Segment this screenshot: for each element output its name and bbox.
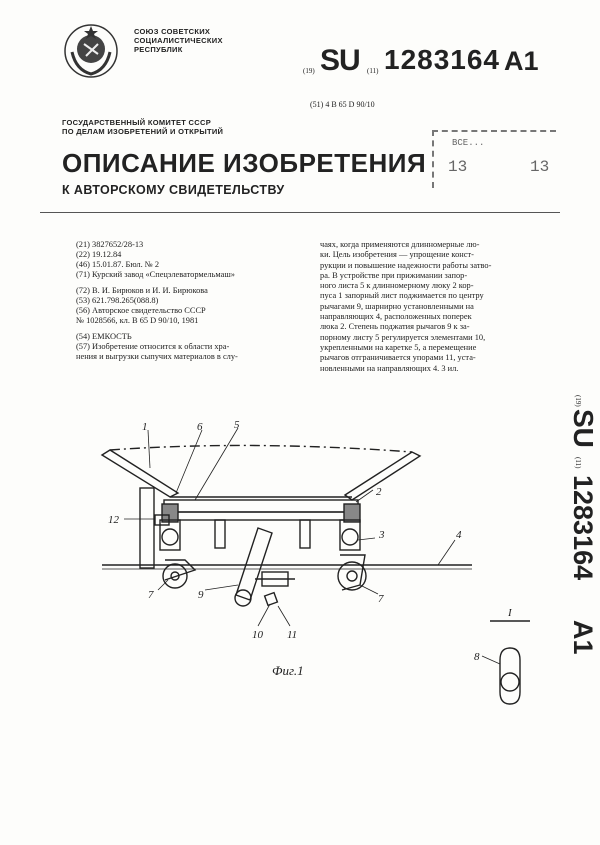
detail-pin — [501, 673, 519, 691]
label-6: 6 — [197, 421, 203, 433]
su-mark: SU — [320, 44, 360, 77]
document-title: ОПИСАНИЕ ИЗОБРЕТЕНИЯ — [62, 148, 427, 178]
hopper-right-wall — [345, 452, 420, 500]
meta-line: (71) Курский завод «Спецэлеватормельмаш» — [76, 270, 235, 279]
kind-code: A1 — [504, 46, 539, 76]
vertical-code-11: (11) — [574, 457, 582, 469]
invention-title: (54) ЕМКОСТЬ — [76, 332, 132, 341]
roller-left — [163, 564, 187, 588]
meta-line: (53) 621.798.265(088.8) — [76, 296, 159, 305]
detail-slot — [500, 648, 520, 704]
header-divider — [40, 212, 560, 214]
label-11: 11 — [287, 629, 298, 641]
vertical-code-19: (19) — [574, 395, 582, 407]
bracket-12 — [155, 515, 169, 525]
lever-9-roller — [235, 590, 251, 606]
lever-7-left — [165, 560, 195, 580]
abstract-text — [320, 240, 545, 374]
code-11: (11) — [367, 67, 379, 75]
org-line: СОЦИАЛИСТИЧЕСКИХ — [134, 36, 223, 45]
abstract-line: рычагами 9, шарнирно установленными на — [320, 301, 474, 311]
adjust-element-10 — [262, 572, 288, 586]
stamp-left-number: 13 — [448, 158, 468, 176]
label-3: 3 — [379, 529, 385, 541]
meta-line: (22) 19.12.84 — [76, 250, 122, 259]
org-line: РЕСПУБЛИК — [134, 45, 183, 54]
meta-line: (57) Изобретение относится к области хра- — [76, 342, 230, 351]
meta-line: № 1028566, кл. B 65 D 90/10, 1981 — [76, 316, 199, 325]
abstract-line: чаях, когда применяются длинномерные лю- — [320, 240, 480, 249]
label-5: 5 — [234, 419, 240, 431]
label-7-left: 7 — [148, 589, 154, 601]
label-4: 4 — [456, 529, 462, 541]
abstract-line: люка 2. Степень поджатия рычагов 9 к за- — [320, 322, 470, 332]
abstract-line: укрепленными на каретке 5, а перемещение — [320, 342, 477, 352]
abstract-line: ки. Цель изобретения — упрощение конст- — [320, 250, 474, 260]
patent-number: 1283164 — [384, 44, 501, 75]
pivot-left-top — [162, 529, 178, 545]
meta-line: (46) 15.01.87. Бюл. № 2 — [76, 260, 160, 269]
figure-caption: Фиг.1 — [272, 663, 304, 678]
hopper-left-wall — [102, 450, 178, 497]
detail-label-8: 8 — [474, 651, 480, 663]
abstract-line: рукции и повышение надежности работы затво- — [320, 260, 492, 270]
meta-line: нения и выгрузки сыпучих материалов в слу- — [76, 352, 238, 361]
org-name — [134, 27, 223, 54]
pivot-right-top — [342, 529, 358, 545]
rib-b — [300, 520, 310, 548]
ipc-classification: (51) 4 B 65 D 90/10 — [310, 100, 375, 109]
vertical-kind: A1 — [568, 620, 598, 655]
ussr-emblem-icon — [62, 22, 120, 80]
abstract-line: рычагов отграничивается упорами 11, уста- — [320, 353, 476, 363]
abstract-line: направляющих 4, расположенных поперек — [320, 312, 472, 322]
abstract-line: пуса 1 запорный лист поджимается по центру — [320, 291, 484, 301]
detail-title: I — [508, 607, 512, 619]
committee-name — [62, 118, 223, 136]
abstract-line: порному листу 5 регулируется элементами 10, — [320, 332, 486, 342]
stamp-top-text: ВСЕ... — [452, 138, 485, 148]
meta-line: (72) В. И. Бирюков и И. И. Бирюкова — [76, 286, 208, 295]
seal-left — [162, 504, 178, 522]
rib-a — [215, 520, 225, 548]
committee-line: ГОСУДАРСТВЕННЫЙ КОМИТЕТ СССР — [62, 118, 211, 127]
org-line: СОЮЗ СОВЕТСКИХ — [134, 27, 211, 36]
meta-line: (56) Авторское свидетельство СССР — [76, 306, 206, 315]
stop-11 — [265, 593, 278, 606]
meta-line: (21) 3827652/28-13 — [76, 240, 144, 249]
lever-9 — [236, 528, 272, 600]
material-level — [110, 445, 412, 452]
abstract-line: новленными на направляющих 4. 3 ил. — [320, 363, 459, 373]
abstract-line: ра. В устройстве при прижимании запор- — [320, 270, 468, 280]
roller-right — [338, 562, 366, 590]
seal-right — [344, 504, 360, 522]
label-10: 10 — [252, 629, 263, 641]
support-left — [160, 520, 180, 550]
gate-plate — [164, 500, 358, 512]
vertical-su: SU — [568, 409, 599, 448]
bibliographic-data — [76, 240, 321, 362]
label-12: 12 — [108, 514, 119, 526]
lever-7-right — [340, 555, 365, 590]
carriage — [166, 512, 356, 520]
abstract-line: ного листа 5 к длинномерному люку 2 кор- — [320, 281, 474, 291]
stamp-right-number: 13 — [530, 158, 550, 176]
vertical-number: 1283164 — [568, 475, 598, 581]
support-right — [340, 520, 360, 550]
label-9: 9 — [198, 589, 204, 601]
label-2: 2 — [376, 486, 382, 498]
label-7-right: 7 — [378, 593, 384, 605]
document-subtitle: К АВТОРСКОМУ СВИДЕТЕЛЬСТВУ — [62, 183, 285, 197]
left-post — [140, 488, 154, 568]
code-19: (19) — [303, 67, 315, 75]
label-1: 1 — [142, 421, 148, 433]
committee-line: ПО ДЕЛАМ ИЗОБРЕТЕНИЙ И ОТКРЫТИЙ — [62, 127, 224, 136]
vertical-patent-number — [548, 395, 599, 695]
